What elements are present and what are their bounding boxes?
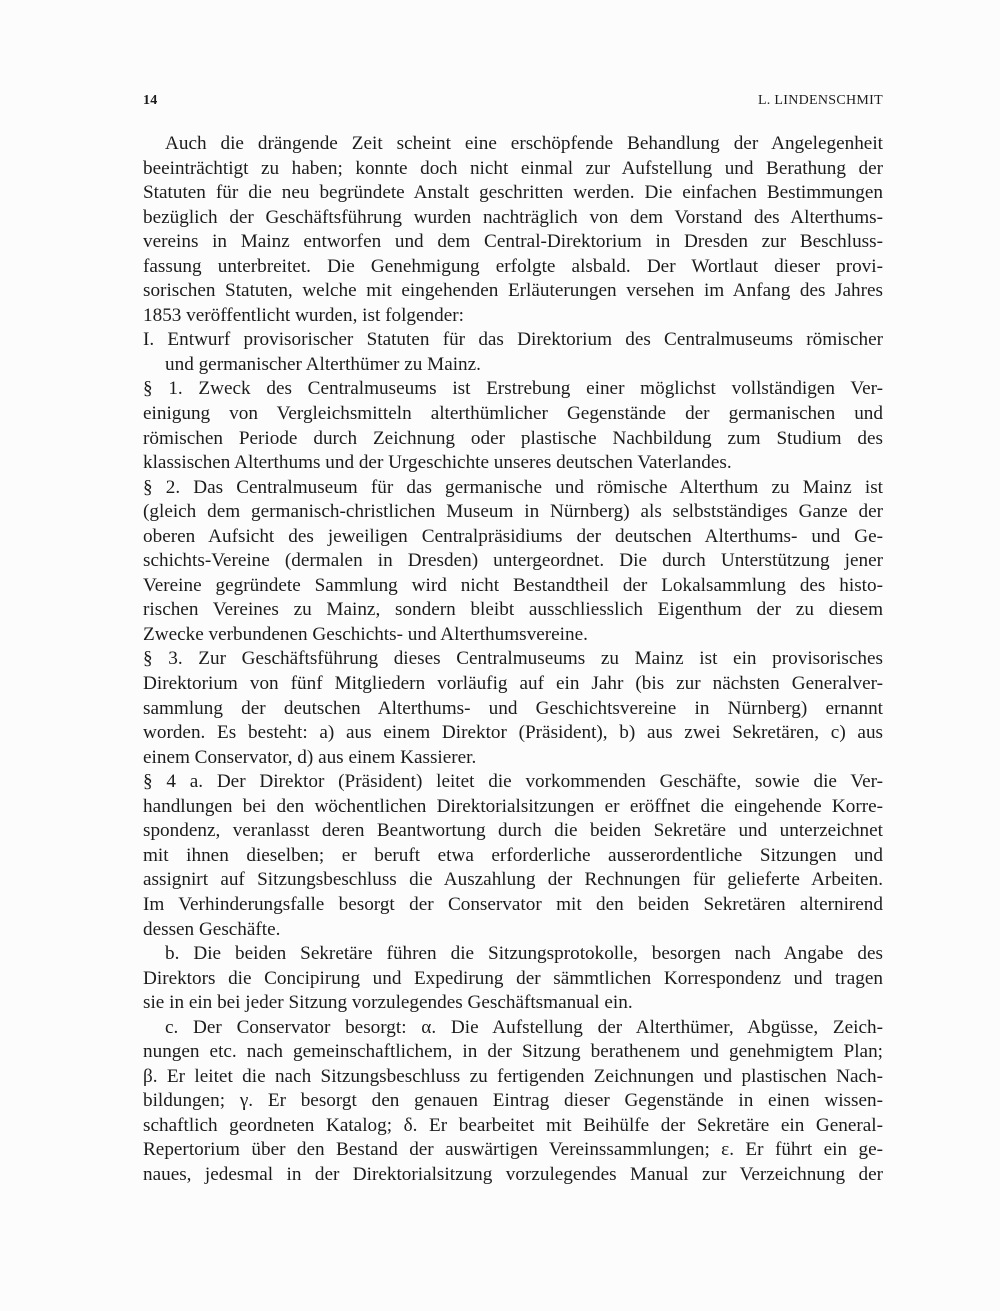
- text-line: beeinträchtigt zu haben; konnte doch nicht einmal zur Aufstellung und Berathung der: [143, 157, 883, 179]
- text-line: schichts-Vereine (dermalen in Dresden) untergeordnet. Die durch Unterstützung jener: [143, 550, 883, 572]
- text-line: Zwecke verbundenen Geschichts- und Alterthumsvereine.: [143, 623, 588, 645]
- text-line: I. Entwurf provisorischer Statuten für das Direktorium des Centralmuseums römischer: [143, 329, 883, 351]
- text-line: Vereine gegründete Sammlung wird nicht Bestandtheil der Lokalsammlung des histo-: [143, 574, 883, 596]
- text-line: Repertorium über den Bestand der auswärtigen Vereinssammlungen; ε. Er führt ein ge-: [143, 1139, 883, 1161]
- text-line: rischen Vereines zu Mainz, sondern bleibt ausschliesslich Eigenthum der zu diesem: [143, 599, 883, 621]
- text-line: Auch die drängende Zeit scheint eine erschöpfende Behandlung der Angelegenheit: [165, 133, 883, 154]
- text-line: klassischen Alterthums und der Urgeschichte unseres deutschen Vaterlandes.: [143, 452, 732, 474]
- text-line: 1853 veröffentlicht wurden, ist folgender:: [143, 304, 464, 326]
- text-line: naues, jedesmal in der Direktorialsitzung vorzulegendes Manual zur Verzeichnung der: [143, 1163, 883, 1185]
- text-line: b. Die beiden Sekretäre führen die Sitzungsprotokolle, besorgen nach Angabe des: [165, 943, 883, 965]
- text-line: römischen Periode durch Zeichnung oder plastische Nachbildung zum Studium des: [143, 427, 883, 449]
- text-line: § 1. Zweck des Centralmuseums ist Erstrebung einer möglichst vollständigen Ver-: [143, 378, 883, 400]
- text-line: spondenz, veranlasst deren Beantwortung durch die beiden Sekretäre und unterzeichnet: [143, 820, 883, 842]
- text-line: Im Verhinderungsfalle besorgt der Conservator mit den beiden Sekretären alternirend: [143, 893, 883, 915]
- text-line: vereins in Mainz entworfen und dem Central-Direktorium in Dresden zur Beschluss-: [143, 231, 883, 253]
- page-header: [143, 93, 883, 113]
- text-line: Direktors die Concipirung und Expedirung der sämmtlichen Korrespondenz und tragen: [143, 967, 883, 989]
- text-line: fassung unterbreitet. Die Genehmigung erfolgte alsbald. Der Wortlaut dieser provi-: [143, 255, 883, 277]
- text-line: schaftlich geordneten Katalog; δ. Er bearbeitet mit Beihülfe der Sekretäre ein General-: [143, 1114, 883, 1136]
- text-line: worden. Es besteht: a) aus einem Direktor (Präsident), b) aus zwei Sekretären, c) aus: [143, 722, 883, 744]
- running-head: L. LINDENSCHMIT: [757, 93, 883, 108]
- text-line: § 2. Das Centralmuseum für das germanische und römische Alterthum zu Mainz ist: [143, 476, 883, 498]
- text-line: § 3. Zur Geschäftsführung dieses Centralmuseums zu Mainz ist ein provisorisches: [143, 648, 883, 670]
- text-line: sammlung der deutschen Alterthums- und Geschichtsvereine in Nürnberg) ernannt: [143, 697, 883, 719]
- page-number: 14: [143, 93, 158, 108]
- text-line: sie in ein bei jeder Sitzung vorzulegendes Geschäftsmanual ein.: [143, 992, 633, 1014]
- text-line: sorischen Statuten, welche mit eingehenden Erläuterungen versehen im Anfang des Jahres: [143, 280, 883, 302]
- text-line: dessen Geschäfte.: [143, 918, 281, 940]
- text-line: handlungen bei den wöchentlichen Direktorialsitzungen er eröffnet die eingehende Korre-: [143, 795, 883, 817]
- text-line: bildungen; γ. Er besorgt den genauen Eintrag dieser Gegenstände in einen wissen-: [143, 1090, 883, 1112]
- text-line: c. Der Conservator besorgt: α. Die Aufstellung der Alterthümer, Abgüsse, Zeich-: [165, 1016, 883, 1038]
- text-line: einem Conservator, d) aus einem Kassierer.: [143, 746, 477, 768]
- text-line: § 4 a. Der Direktor (Präsident) leitet die vorkommenden Geschäfte, sowie die Ver-: [143, 771, 883, 793]
- text-line: β. Er leitet die nach Sitzungsbeschluss zu fertigenden Zeichnungen und plastischen Nach-: [143, 1065, 883, 1087]
- text-line: oberen Aufsicht des jeweiligen Centralpräsidiums der deutschen Alterthums- und Ge-: [143, 525, 883, 547]
- text-line: Direktorium von fünf Mitgliedern vorläufig auf ein Jahr (bis zur nächsten Generalver-: [143, 673, 883, 695]
- text-line: Statuten für die neu begründete Anstalt geschritten werden. Die einfachen Bestimmungen: [143, 182, 883, 204]
- text-line: (gleich dem germanisch-christlichen Museum in Nürnberg) als selbstständiges Ganze der: [143, 501, 883, 523]
- body-text: [143, 132, 883, 1188]
- text-line: einigung von Vergleichsmitteln alterthümlicher Gegenstände der germanischen und: [143, 403, 883, 425]
- text-line: assignirt auf Sitzungsbeschluss die Auszahlung der Rechnungen für gelieferte Arbeiten.: [143, 869, 883, 891]
- text-line: bezüglich der Geschäftsführung wurden nachträglich von dem Vorstand des Alterthums-: [143, 206, 883, 228]
- text-line: mit ihnen dieselben; er beruft etwa erforderliche ausserordentliche Sitzungen und: [143, 844, 883, 866]
- text-line: nungen etc. nach gemeinschaftlichem, in der Sitzung berathenem und genehmigtem Plan;: [143, 1041, 883, 1063]
- text-line: und germanischer Alterthümer zu Mainz.: [165, 353, 481, 375]
